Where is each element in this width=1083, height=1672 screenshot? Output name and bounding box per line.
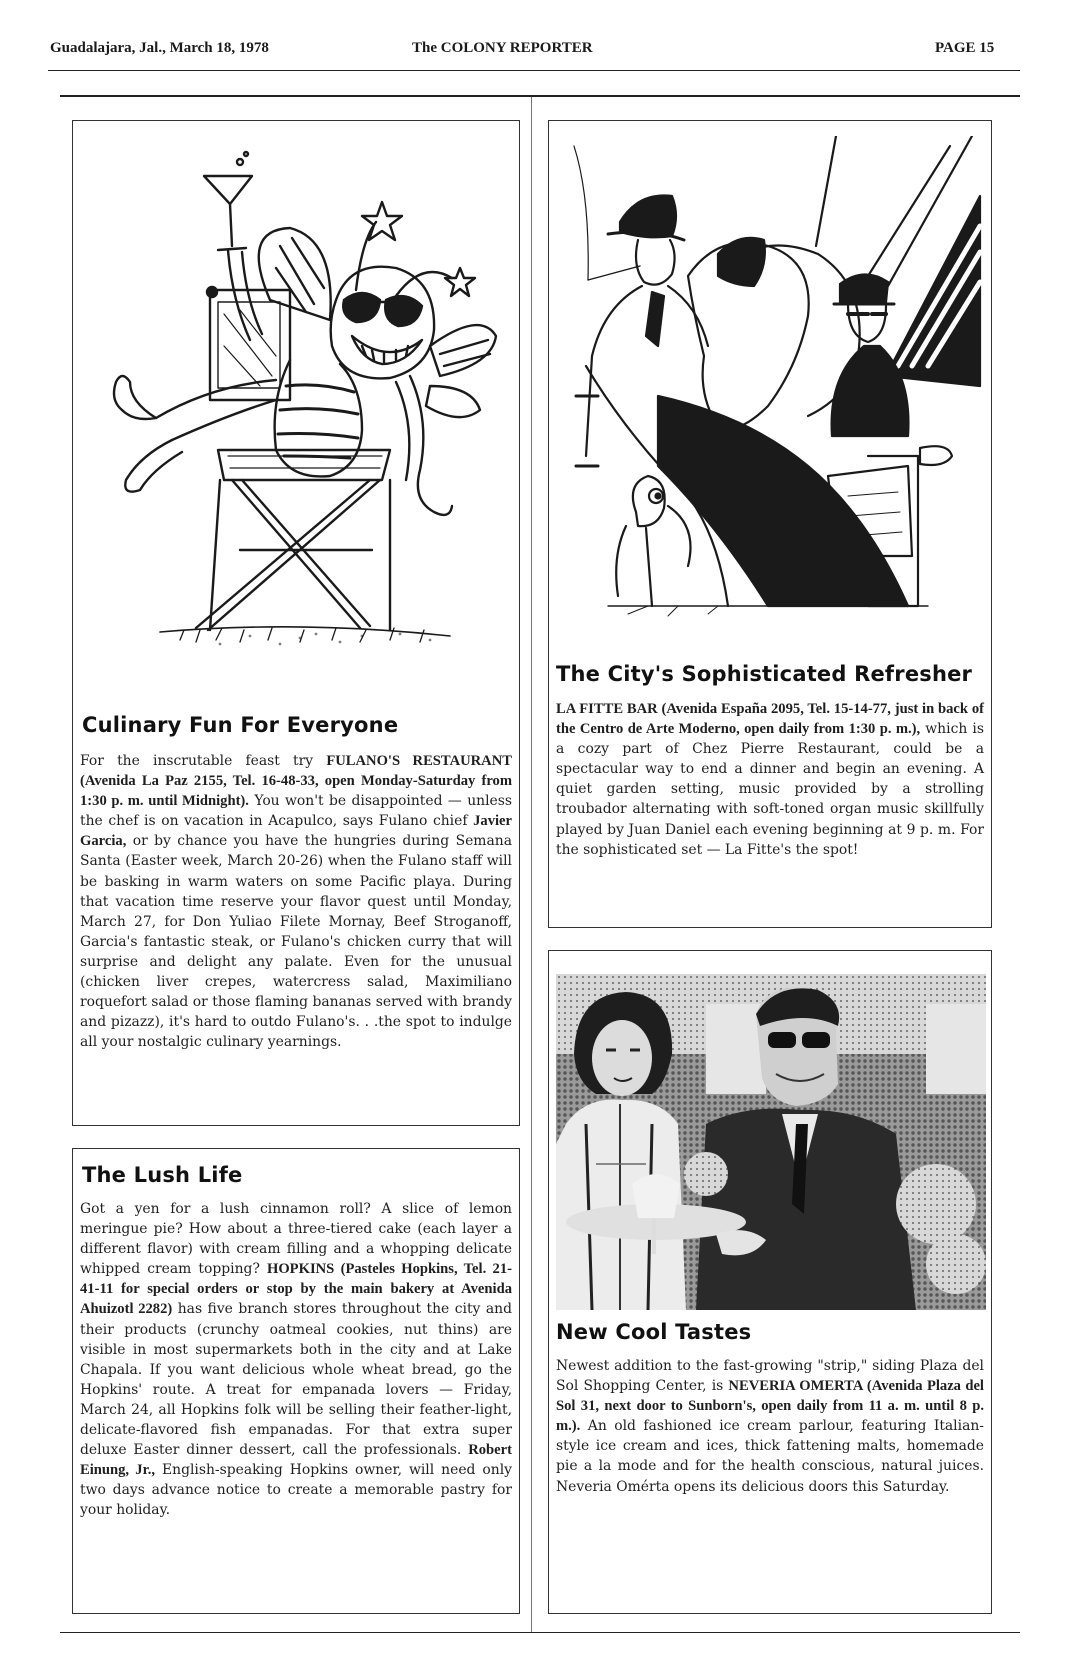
cool-body: Newest addition to the fast-growing "strip," siding Plaza del Sol Shopping Center, is NEVERIA OMERTA (Avenida Plaza del Sol 31, next door to Sunborn's, open daily from 11 a. m. until 8 p. m.). An old fashioned ice cream parlour, featuring Italian-style ice cream and ices, thick fattening malts, homemade pie a la mode and for the health conscious, natural juices. Neveria Omérta opens its delicious doors this Saturday. xyxy=(556,1358,984,1495)
masthead-rule xyxy=(48,70,1020,71)
sophisticated-body: LA FITTE BAR (Avenida España 2095, Tel. 15-14-77, just in back of the Centro de Arte Moderno, open daily from 1:30 p. m.), which is a cozy part of Chez Pierre Restaurant, could be a spectacular way to end a dinner and begin an evening. A quiet garden setting, music provided by a strolling troubador alternating with soft-toned organ music skillfully played by Juan Daniel each evening beginning at 9 p. m. For the sophisticated set — La Fitte's the spot! xyxy=(556,701,984,858)
culinary-body: For the inscrutable feast try FULANO'S RESTAURANT (Avenida La Paz 2155, Tel. 16-48-33, open Monday-Saturday from 1:30 p. m. until Midnight). You won't be disappointed — unless the chef is on vacation in Acapulco, says Fulano chief Javier Garcia, or by chance you have the hungries during Semana Santa (Easter week, March 20-26) when the Fulano staff will be basking in warm waters on some Pacific playa. During that vacation time reserve your flavor quest until Monday, March 27, for Don Yuliao Filete Mornay, Beef Stroganoff, Garcia's fantastic steak, or Fulano's chicken curry that will surprise and delight any palate. Even for the unusual (chicken liver crepes, watercress salad, Maximiliano roquefort salad or those flaming bananas served with brandy and pizazz), it's hard to outdo Fulano's. . .the spot to indulge all your nostalgic culinary yearnings. xyxy=(80,753,513,1051)
art-deco-couple-illustration xyxy=(568,136,986,648)
lush-headline: The Lush Life xyxy=(82,1163,243,1187)
page-number: PAGE 15 xyxy=(935,40,995,56)
ice-cream-parlour-photo xyxy=(556,974,986,1310)
masthead xyxy=(50,40,1020,66)
paper-name: The COLONY REPORTER xyxy=(412,40,593,56)
top-rule xyxy=(60,95,1020,97)
bottom-rule xyxy=(60,1632,1020,1633)
dateline: Guadalajara, Jal., March 18, 1978 xyxy=(50,40,269,56)
bee-director-cartoon xyxy=(100,150,500,685)
sophisticated-headline: The City's Sophisticated Refresher xyxy=(556,662,973,686)
lush-body: Got a yen for a lush cinnamon roll? A slice of lemon meringue pie? How about a three-tiered cake (each layer a different flavor) with cream filling and a whopping delicate whipped cream topping? HOPKINS (Pasteles Hopkins, Tel. 21-41-11 for special orders or stop by the main bakery at Avenida Ahuizotl 2282) has five branch stores throughout the city and their products (crunchy oatmeal cookies, nut thins) are visible in most supermarkets both in the city and at Lake Chapala. If you want delicious whole wheat bread, go the Hopkins' route. A treat for empanada lovers — Friday, March 24, all Hopkins folk will be selling their feather-light, delicate-flavored fish empanadas. For that extra super deluxe Easter dinner dessert, call the professionals. Robert Einung, Jr., English-speaking Hopkins owner, will need only two days advance notice to create a memorable pastry for your holiday. xyxy=(80,1201,512,1519)
cool-headline: New Cool Tastes xyxy=(556,1320,752,1344)
column-divider xyxy=(531,97,532,1632)
culinary-headline: Culinary Fun For Everyone xyxy=(82,713,399,737)
